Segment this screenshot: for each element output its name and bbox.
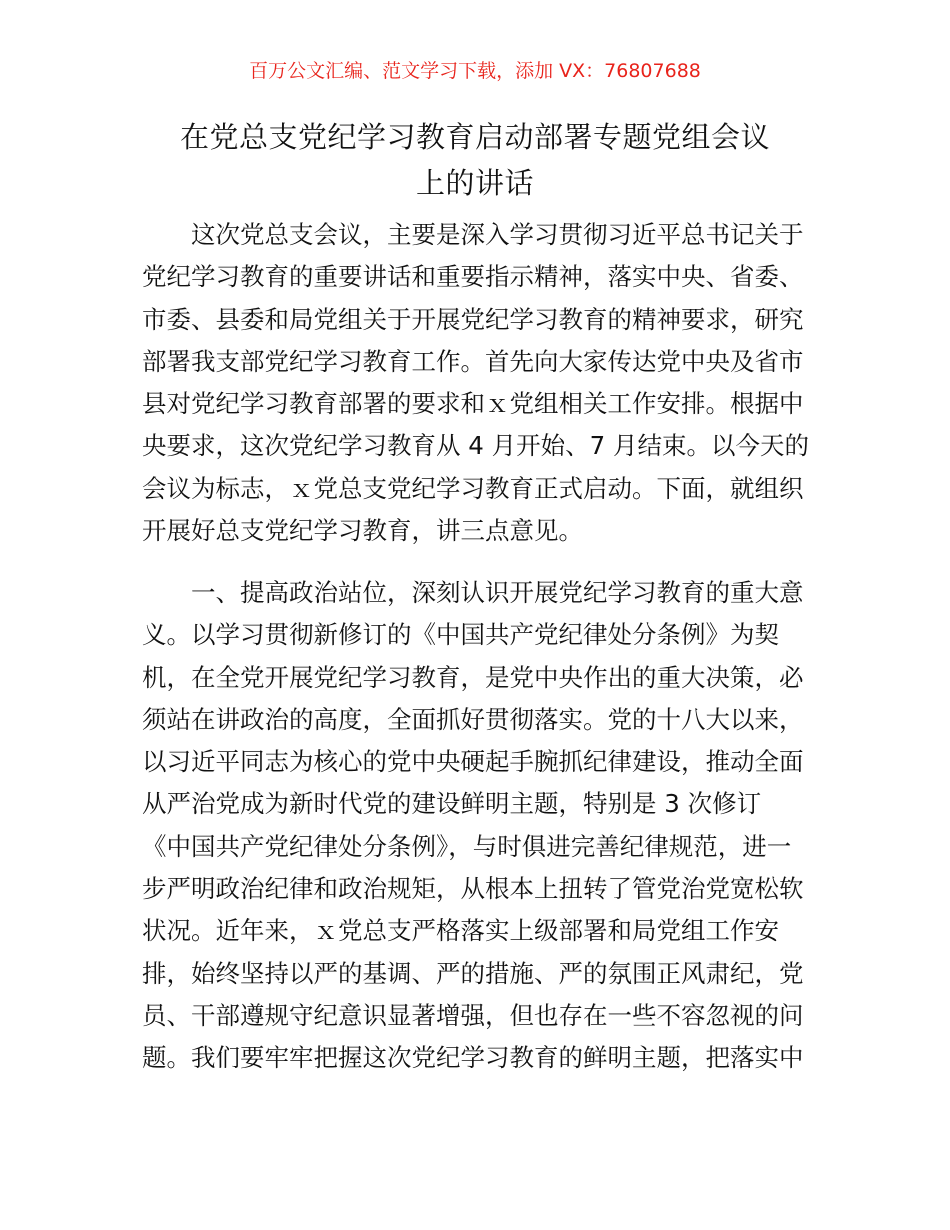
paragraph-line: 央要求，这次党纪学习教育从 4 月开始、7 月结束。以今天的 [142,431,810,461]
paragraph-line: 部署我支部党纪学习教育工作。首先向大家传达党中央及省市 [142,346,804,376]
paragraph-line: 开展好总支党纪学习教育，讲三点意见。 [142,516,583,546]
paragraph-line: 这次党总支会议，主要是深入学习贯彻习近平总书记关于 [191,220,804,249]
header-contact-note: 百万公文汇编、范文学习下载，添加 VX：76807688 [249,60,701,82]
paragraph-line: 步严明政治纪律和政治规矩，从根本上扭转了管党治党宽松软 [142,874,804,904]
title-line: 上的讲话 [415,166,534,200]
title-line: 在党总支党纪学习教育启动部署专题党组会议 [179,120,770,154]
paragraph-line: 从严治党成为新时代党的建设鲜明主题，特别是 3 次修订 [142,789,762,819]
paragraph-line: 排，始终坚持以严的基调、严的措施、严的氛围正风肃纪，党 [142,958,804,988]
paragraph-line: 一、提高政治站位，深刻认识开展党纪学习教育的重大意 [191,578,804,607]
paragraph-line: 机，在全党开展党纪学习教育，是党中央作出的重大决策，必 [142,662,804,692]
paragraph-line: 县对党纪学习教育部署的要求和ｘ党组相关工作安排。根据中 [142,389,804,419]
body-paragraph-intro [142,214,812,552]
paragraph-line: 党纪学习教育的重要讲话和重要指示精神，落实中央、省委、 [142,262,804,292]
paragraph-line: 市委、县委和局党组关于开展党纪学习教育的精神要求，研究 [142,304,804,334]
paragraph-line: 义。以学习贯彻新修订的《中国共产党纪律处分条例》为契 [142,620,779,650]
paragraph-line: 员、干部遵规守纪意识显著增强，但也存在一些不容忽视的问 [142,1000,804,1030]
document-title [138,114,812,206]
paragraph-line: 《中国共产党纪律处分条例》，与时俱进完善纪律规范，进一 [142,831,792,861]
paragraph-line: 题。我们要牢牢把握这次党纪学习教育的鲜明主题，把落实中 [142,1043,804,1073]
paragraph-line: 须站在讲政治的高度，全面抓好贯彻落实。党的十八大以来， [142,704,804,734]
paragraph-line: 会议为标志，ｘ党总支党纪学习教育正式启动。下面，就组织 [142,473,804,503]
paragraph-line: 以习近平同志为核心的党中央硬起手腕抓纪律建设，推动全面 [142,747,804,777]
paragraph-line: 状况。近年来，ｘ党总支严格落实上级部署和局党组工作安 [142,916,779,946]
body-paragraph-section-one [142,572,812,1080]
